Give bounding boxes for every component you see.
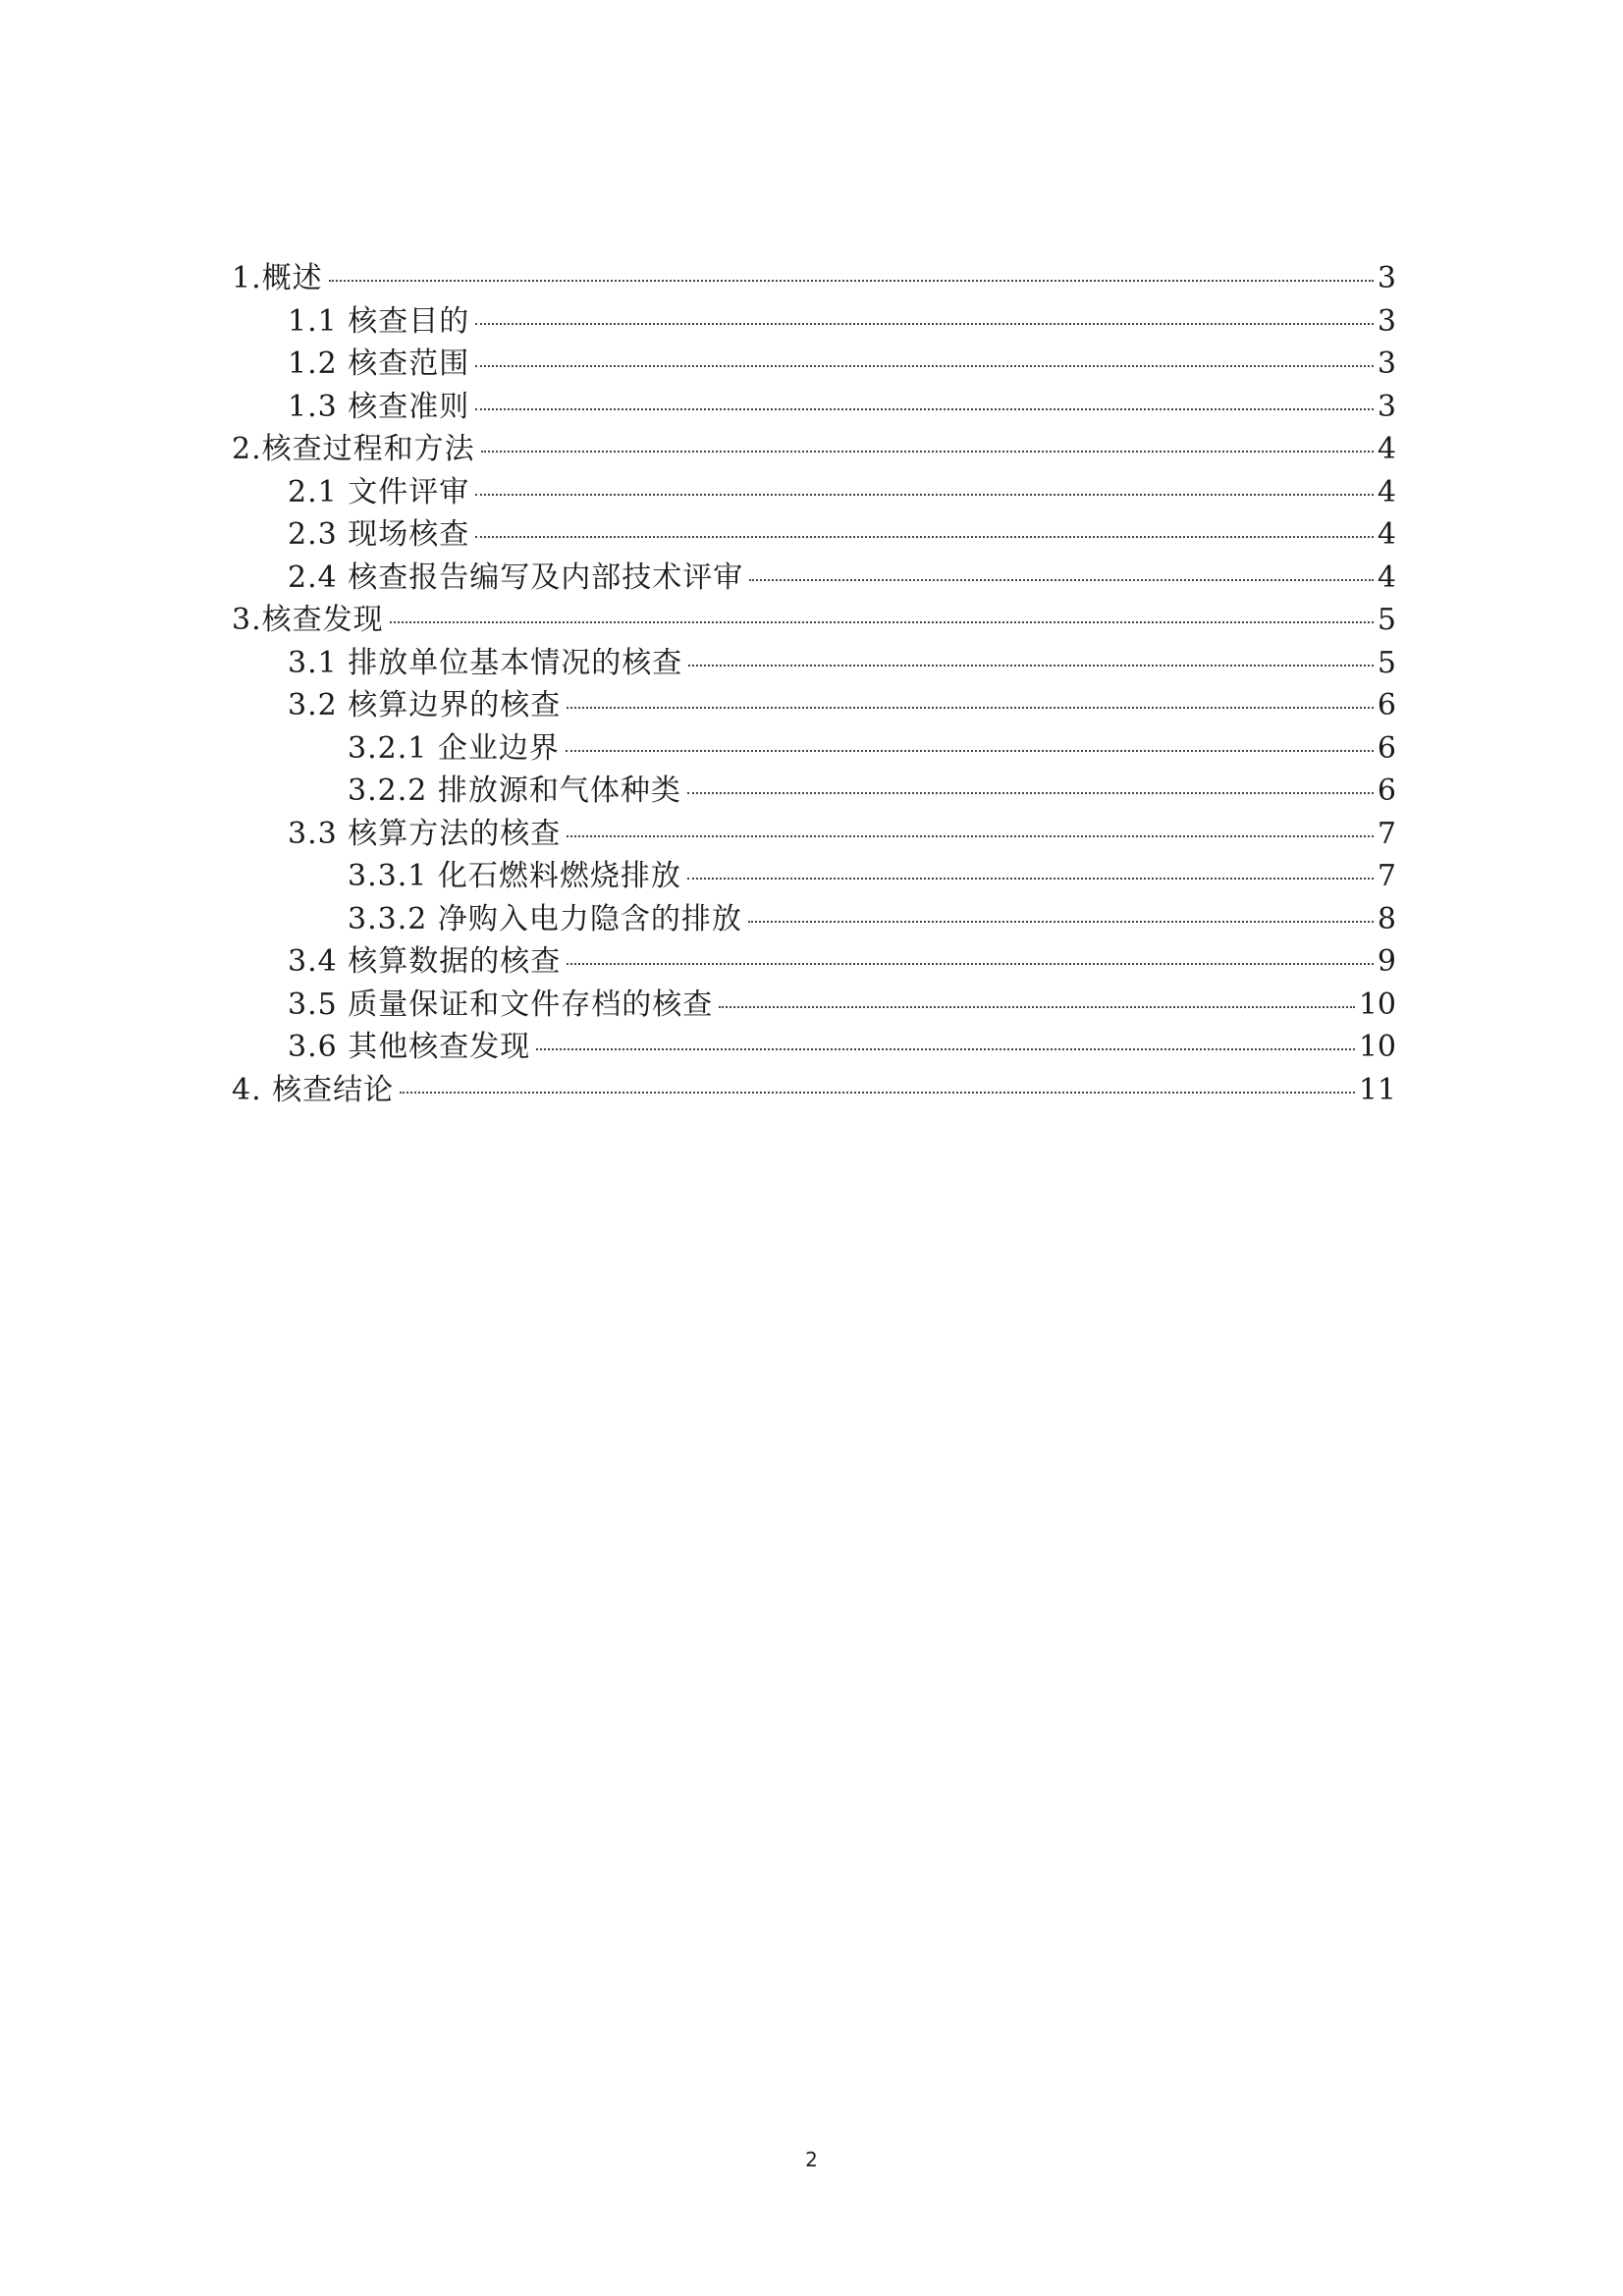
toc-dot-leader (400, 1092, 1355, 1094)
table-of-contents (232, 257, 1396, 1111)
toc-entry-label: 3.3.2 净购入电力隐含的排放 (348, 901, 742, 936)
toc-dot-leader (536, 1048, 1355, 1050)
toc-entry-label: 3.1 排放单位基本情况的核查 (288, 645, 683, 680)
toc-dot-leader (688, 665, 1374, 667)
toc-entry-page: 9 (1377, 944, 1396, 979)
toc-entry[interactable] (232, 1026, 1396, 1069)
toc-entry-page: 6 (1377, 688, 1396, 722)
toc-dot-leader (329, 280, 1374, 282)
toc-entry-page: 11 (1358, 1072, 1396, 1107)
toc-entry-label: 3.4 核算数据的核查 (288, 944, 562, 979)
toc-entry-label: 3.5 质量保证和文件存档的核查 (288, 987, 714, 1022)
toc-dot-leader (567, 963, 1374, 965)
toc-entry-label: 2.4 核查报告编写及内部技术评审 (288, 560, 744, 595)
toc-entry-label: 2.核查过程和方法 (232, 432, 475, 466)
toc-entry-page: 7 (1377, 859, 1396, 893)
toc-entry-page: 10 (1358, 1030, 1396, 1064)
toc-entry[interactable] (232, 513, 1396, 557)
toc-entry-page: 3 (1377, 389, 1396, 424)
toc-entry-page: 3 (1377, 261, 1396, 295)
toc-entry-label: 3.6 其他核查发现 (288, 1030, 531, 1064)
toc-dot-leader (475, 408, 1374, 410)
toc-entry-page: 4 (1377, 474, 1396, 509)
toc-dot-leader (687, 792, 1374, 794)
toc-dot-leader (475, 494, 1374, 496)
toc-entry-label: 3.3.1 化石燃料燃烧排放 (348, 859, 681, 893)
toc-entry-page: 4 (1377, 517, 1396, 552)
toc-entry[interactable] (232, 898, 1396, 941)
toc-entry-page: 7 (1377, 816, 1396, 851)
toc-entry[interactable] (232, 940, 1396, 984)
toc-entry[interactable] (232, 984, 1396, 1027)
toc-dot-leader (481, 451, 1374, 453)
toc-dot-leader (566, 750, 1374, 752)
toc-dot-leader (567, 835, 1374, 837)
toc-entry[interactable] (232, 770, 1396, 813)
toc-entry-label: 1.1 核查目的 (288, 303, 470, 339)
toc-dot-leader (749, 579, 1374, 581)
toc-entry-page: 8 (1377, 901, 1396, 936)
toc-entry-page: 10 (1358, 987, 1396, 1022)
toc-entry-label: 1.概述 (232, 261, 323, 295)
toc-dot-leader (719, 1006, 1355, 1008)
toc-dot-leader (687, 878, 1374, 880)
toc-entry[interactable] (232, 557, 1396, 600)
toc-dot-leader (475, 323, 1374, 325)
toc-dot-leader (748, 921, 1374, 923)
toc-entry[interactable] (232, 855, 1396, 898)
toc-entry[interactable] (232, 813, 1396, 856)
toc-entry-page: 4 (1377, 432, 1396, 466)
page-number: 2 (805, 2148, 818, 2171)
toc-entry-page: 5 (1377, 603, 1396, 637)
toc-entry-label: 1.3 核查准则 (288, 389, 470, 424)
toc-entry-page: 6 (1377, 774, 1396, 808)
toc-entry-label: 2.3 现场核查 (288, 517, 470, 552)
toc-entry-label: 2.1 文件评审 (288, 474, 470, 509)
toc-entry[interactable] (232, 386, 1396, 429)
toc-entry-label: 1.2 核查范围 (288, 347, 470, 381)
toc-entry[interactable] (232, 343, 1396, 386)
toc-entry[interactable] (232, 471, 1396, 514)
toc-dot-leader (390, 621, 1374, 623)
toc-entry-label: 3.核查发现 (232, 603, 384, 637)
toc-entry[interactable] (232, 300, 1396, 344)
toc-entry-page: 4 (1377, 560, 1396, 595)
toc-entry-label: 3.2.1 企业边界 (348, 730, 560, 766)
toc-entry[interactable] (232, 642, 1396, 685)
toc-entry-page: 5 (1377, 645, 1396, 680)
toc-entry[interactable] (232, 684, 1396, 727)
toc-entry[interactable] (232, 1069, 1396, 1112)
toc-entry-label: 3.3 核算方法的核查 (288, 816, 562, 851)
toc-entry-page: 3 (1377, 347, 1396, 381)
toc-entry-label: 3.2 核算边界的核查 (288, 688, 562, 722)
toc-entry-page: 3 (1377, 303, 1396, 339)
toc-entry[interactable] (232, 257, 1396, 300)
toc-entry[interactable] (232, 428, 1396, 471)
toc-entry[interactable] (232, 599, 1396, 642)
toc-dot-leader (475, 536, 1374, 538)
toc-entry-label: 3.2.2 排放源和气体种类 (348, 774, 681, 808)
toc-dot-leader (567, 707, 1374, 709)
toc-dot-leader (475, 365, 1374, 367)
toc-entry[interactable] (232, 727, 1396, 771)
toc-entry-page: 6 (1377, 730, 1396, 766)
toc-entry-label: 4. 核查结论 (232, 1072, 395, 1107)
